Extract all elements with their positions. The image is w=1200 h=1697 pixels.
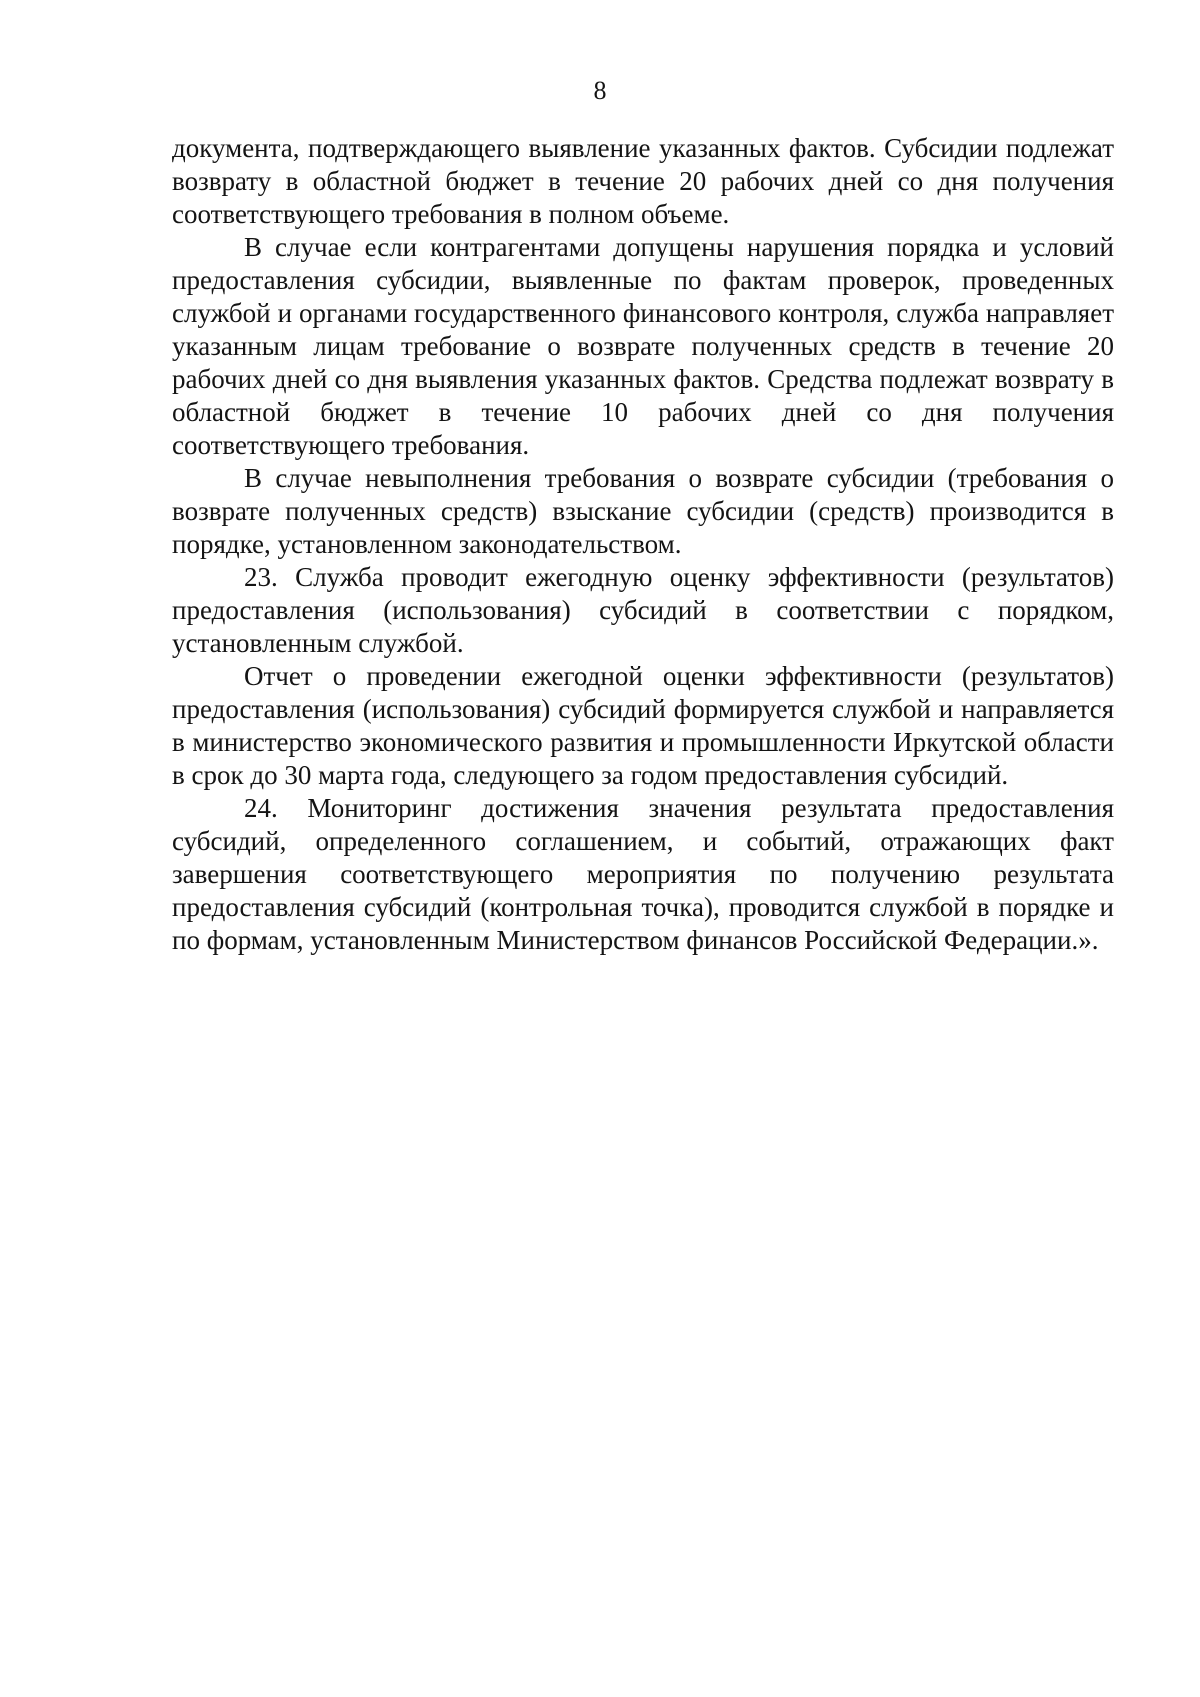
- paragraph-contractor-violations: В случае если контрагентами допущены нарушения порядка и условий предоставления субсидии, выявленные по фактам проверок, проведенных службой и органами государственного финансового контроля, служба направляет указанным лицам требование о возврате полученных средств в течение 20 рабочих дней со дня выявления указанных фактов. Средства подлежат возврату в областной бюджет в течение 10 рабочих дней со дня получения соответствующего требования.: [172, 232, 1114, 460]
- paragraph-annual-report: Отчет о проведении ежегодной оценки эффективности (результатов) предоставления (использования) субсидий формируется службой и направляется в министерство экономического развития и промышленности Иркутской области в срок до 30 марта года, следующего за годом предоставления субсидий.: [172, 661, 1114, 790]
- paragraph-recovery: В случае невыполнения требования о возврате субсидии (требования о возврате полученных средств) взыскание субсидии (средств) производится в порядке, установленном законодательством.: [172, 463, 1114, 559]
- paragraph-item-23: 23. Служба проводит ежегодную оценку эффективности (результатов) предоставления (использования) субсидий в соответствии с порядком, установленным службой.: [172, 562, 1114, 658]
- page-number: 8: [593, 76, 607, 105]
- document-body: [172, 132, 1114, 957]
- paragraph-item-24: 24. Мониторинг достижения значения результата предоставления субсидий, определенного соглашением, и событий, отражающих факт завершения соответствующего мероприятия по получению результата предоставления субсидий (контрольная точка), проводится службой в порядке и по формам, установленным Министерством финансов Российской Федерации.».: [172, 793, 1114, 955]
- paragraph-continuation: документа, подтверждающего выявление указанных фактов. Субсидии подлежат возврату в областной бюджет в течение 20 рабочих дней со дня получения соответствующего требования в полном объеме.: [172, 133, 1114, 229]
